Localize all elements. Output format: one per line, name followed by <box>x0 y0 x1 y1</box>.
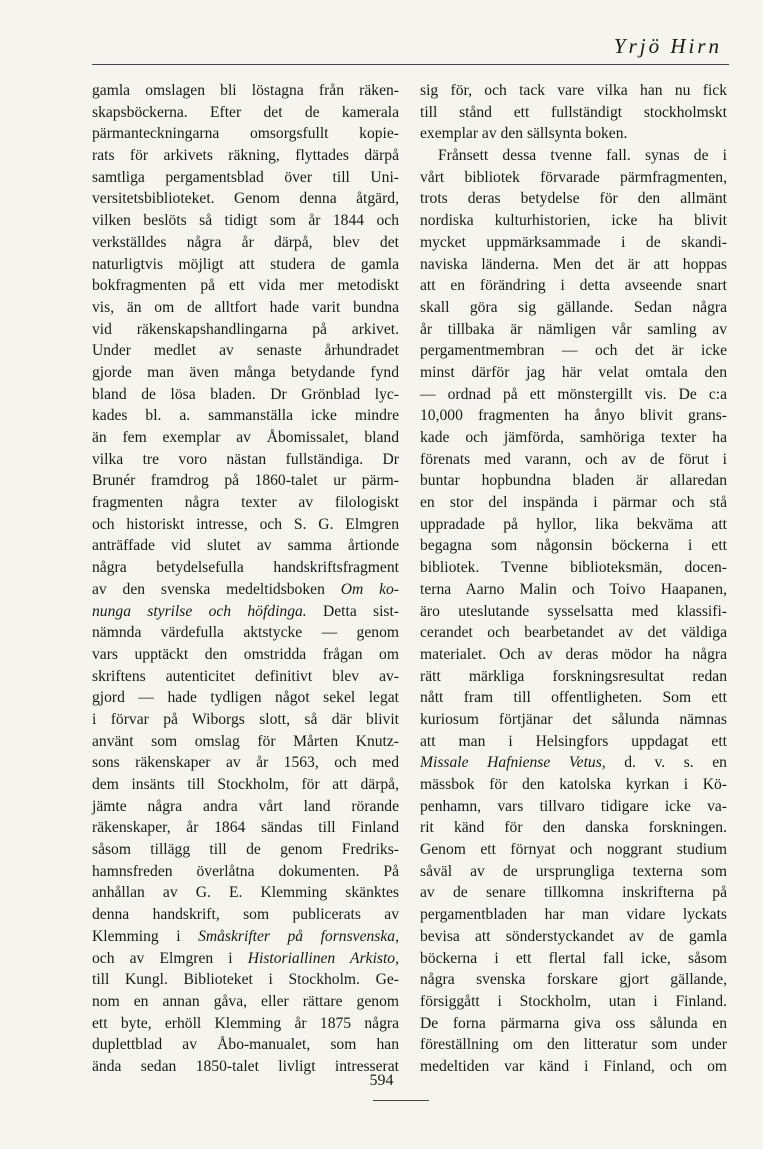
text-segment: Under medlet av senaste århundradet <box>92 342 399 360</box>
text-segment: Brunér framdrog på 1860-talet ur pärm- <box>92 472 399 490</box>
text-line <box>92 188 399 210</box>
text-line <box>92 340 399 362</box>
text-line <box>420 167 727 189</box>
text-segment: bland de lösa bladen. Dr Grönblad lyc- <box>92 385 399 403</box>
text-line <box>92 470 399 492</box>
text-segment: äro uteslutande sysselsatta med klassifi- <box>420 602 727 620</box>
text-line <box>92 210 399 232</box>
text-segment: naturligtvis möjligt att studera de gamla <box>92 255 399 273</box>
text-segment: hamnsfreden överlåtna dokumenten. På <box>92 862 399 880</box>
text-segment: verkställdes några år därpå, blev det <box>92 233 399 251</box>
text-line <box>420 514 727 536</box>
text-segment: mycket uppmärksammade i de skandi- <box>420 233 727 251</box>
text-segment: Frånsett dessa tvenne fall. synas de i <box>438 147 727 165</box>
text-segment: Detta sist- <box>306 602 400 620</box>
text-line <box>92 579 399 601</box>
text-line <box>92 687 399 709</box>
text-line <box>92 817 399 839</box>
text-segment: dem insänts till Stockholm, för att därpå, <box>92 776 399 793</box>
italic-title: Småskrifter på fornsvenska, <box>198 927 399 945</box>
text-line <box>420 796 727 818</box>
text-line <box>92 752 399 774</box>
italic-title: nunga styrilse och höfdinga. <box>92 602 307 620</box>
text-line <box>92 427 399 449</box>
text-segment: ända sedan 1850-talet livligt intresserat <box>92 1057 399 1075</box>
text-segment: gjord — hade tydligen något sekel legat <box>92 689 399 707</box>
text-line <box>420 362 727 384</box>
text-segment: vars upptäckt den omstridda frågan om <box>92 645 399 663</box>
text-line <box>92 449 399 471</box>
text-segment: duplettblad av Åbo-manualet, som han <box>92 1036 399 1054</box>
text-line <box>92 102 399 124</box>
text-segment: bevisa att sönderstyckandet av de gamla <box>420 927 727 945</box>
text-line <box>92 601 399 623</box>
text-segment: till Kungl. Biblioteket i Stockholm. Ge- <box>92 971 399 989</box>
text-line <box>92 839 399 861</box>
text-line <box>420 470 727 492</box>
text-segment: och historiskt intresse, och S. G. Elmgren <box>92 515 399 533</box>
text-segment: skall göra sig gällande. Sedan några <box>420 298 727 316</box>
text-line <box>92 948 399 970</box>
text-line <box>420 102 727 124</box>
text-segment: att en förändring i detta avseende snart <box>420 277 727 295</box>
text-segment: sons räkenskaper av år 1563, och med <box>92 754 399 772</box>
text-segment: vid räkenskapshandlingarna på arkivet. <box>92 320 399 338</box>
text-segment: materialet. Och av deras mödor ha några <box>420 645 727 663</box>
text-line <box>92 492 399 514</box>
text-line <box>92 622 399 644</box>
text-segment: vårt bibliotek förvarade pärmfragmenten, <box>420 168 727 186</box>
text-segment: kuriosum förtjänar det sålunda nämnas <box>420 710 727 728</box>
text-segment: av de senare tillkomna inskrifterna på <box>420 884 727 902</box>
text-segment: i förvar på Wiborgs slott, så där blivit <box>92 710 399 728</box>
text-segment: av den svenska medeltidsboken <box>92 580 341 598</box>
text-segment: såväl av de ursprungliga texterna som <box>420 862 727 880</box>
text-line <box>420 319 727 341</box>
text-segment: vilka tre voro nästan fullständiga. Dr <box>92 450 399 468</box>
text-line <box>420 579 727 601</box>
text-line <box>92 904 399 926</box>
text-segment: rit känd för den danska forskningen. <box>420 819 727 837</box>
text-line <box>92 80 399 102</box>
text-segment: skriftens autenticitet definitivt blev av- <box>92 667 399 685</box>
text-segment: vilken beslöts så tidigt som år 1844 och <box>92 212 399 230</box>
text-segment: anhållan av G. E. Klemming skänktes <box>92 884 399 902</box>
text-line <box>92 666 399 688</box>
italic-title: Om ko- <box>340 580 399 598</box>
text-line <box>420 774 727 796</box>
text-segment: kades bl. a. sammanställa icke mindre <box>92 407 399 425</box>
text-segment: versitetsbiblioteket. Genom denna åtgärd, <box>92 190 399 208</box>
text-line <box>420 492 727 514</box>
text-line <box>92 319 399 341</box>
text-line <box>420 861 727 883</box>
text-segment: exemplar av den sällsynta boken. <box>420 125 628 143</box>
text-segment: Genom ett förnyat och noggrant studium <box>420 841 727 859</box>
text-segment: några svenska forskare gjort gällande, <box>420 971 727 989</box>
text-segment: att man i Helsingfors uppdagat ett <box>420 732 727 750</box>
text-line <box>92 774 399 796</box>
text-line <box>420 601 727 623</box>
text-line <box>420 969 727 991</box>
text-segment: d. v. s. en <box>605 754 727 772</box>
text-segment: De forna pärmarna giva oss sålunda en <box>420 1014 727 1032</box>
text-line <box>420 666 727 688</box>
text-line <box>420 254 727 276</box>
text-line <box>420 882 727 904</box>
text-segment: samtliga pergamentsblad över till Uni- <box>92 168 399 186</box>
text-segment: än fem exemplar av Åbomissalet, bland <box>92 429 399 446</box>
text-segment: gamla omslagen bli löstagna från räken- <box>92 82 399 99</box>
text-line <box>92 232 399 254</box>
text-line <box>420 752 727 774</box>
text-line <box>420 839 727 861</box>
text-line <box>420 622 727 644</box>
italic-title: Historiallinen Arkisto, <box>247 949 399 967</box>
text-segment: uppradade på hyllor, lika bekväma att <box>420 515 727 533</box>
footer-rule <box>373 1100 429 1101</box>
text-segment: penhamn, vars tillvaro tidigare icke va- <box>420 797 727 815</box>
text-line <box>420 709 727 731</box>
text-segment: några betydelsefulla handskriftsfragment <box>92 559 399 577</box>
text-line <box>420 340 727 362</box>
text-segment: buntar hopbundna bladen är allaredan <box>420 472 727 490</box>
text-line <box>92 514 399 536</box>
text-line <box>420 232 727 254</box>
text-segment: till stånd ett fullständigt stockholmskt <box>420 103 727 121</box>
text-segment: förenats med varann, och av de förut i <box>420 450 727 468</box>
text-segment: rats för arkivets räkning, flyttades därpå <box>92 147 399 165</box>
text-line <box>420 644 727 666</box>
text-line <box>92 991 399 1013</box>
page-number: 594 <box>369 1072 394 1089</box>
text-segment: pergamentbladen har man vidare lyckats <box>420 906 727 924</box>
text-line <box>420 535 727 557</box>
text-line <box>420 384 727 406</box>
text-segment: en stor del inspända i pärmar och stå <box>420 494 727 512</box>
text-segment: gjorde man även många betydande fynd <box>92 363 399 381</box>
text-line <box>92 384 399 406</box>
text-segment: kade och jämförda, samhöriga texter ha <box>420 429 727 446</box>
text-line <box>420 1013 727 1035</box>
text-line <box>92 709 399 731</box>
text-segment: ett byte, erhöll Klemming år 1875 några <box>92 1014 399 1032</box>
text-segment: försiggått i Stockholm, utan i Finland. <box>420 992 727 1010</box>
text-segment: bibliotek. Tvenne biblioteksmän, docen- <box>420 559 727 577</box>
text-segment: cerandet och bearbetandet av det väldiga <box>420 624 727 642</box>
text-segment: såsom tillägg till de genom Fredriks- <box>92 841 399 859</box>
text-segment: denna handskrift, som publicerats av <box>92 906 399 924</box>
text-line <box>92 1013 399 1035</box>
text-segment: rätt märkliga forskningsresultat redan <box>420 667 727 685</box>
text-line <box>420 210 727 232</box>
text-segment: — ordnad på ett mönstergillt vis. De c:a <box>420 385 727 403</box>
text-segment: nämnda värdefulla aktstycke — genom <box>92 624 399 642</box>
text-segment: medeltiden var känd i Finland, och om <box>420 1057 727 1075</box>
text-line <box>420 557 727 579</box>
text-segment: terna Aarno Malin och Toivo Haapanen, <box>420 580 727 598</box>
text-line <box>92 926 399 948</box>
text-line <box>420 405 727 427</box>
text-line <box>420 80 727 102</box>
text-segment: jämte några andra vårt land rörande <box>92 797 399 815</box>
text-segment: trots deras betydelse för den allmänt <box>420 190 727 208</box>
text-line <box>92 796 399 818</box>
text-line <box>420 991 727 1013</box>
text-line <box>420 123 727 145</box>
text-segment: 10,000 fragmenten ha ånyo blivit grans- <box>420 407 727 425</box>
text-segment: mässbok för den katolska kyrkan i Kö- <box>420 776 727 793</box>
text-line <box>420 297 727 319</box>
text-line <box>92 275 399 297</box>
text-line <box>92 535 399 557</box>
text-line <box>92 123 399 145</box>
text-line <box>92 1034 399 1056</box>
text-line <box>420 427 727 449</box>
text-segment: anträffade vid slutet av samma årtionde <box>92 537 399 555</box>
text-segment: nordiska kulturhistorien, icke ha blivit <box>420 212 727 230</box>
text-line <box>92 254 399 276</box>
header-rule <box>92 64 729 65</box>
text-line <box>420 188 727 210</box>
text-line <box>420 1034 727 1056</box>
text-segment: Klemming i <box>92 927 199 945</box>
text-line <box>92 731 399 753</box>
text-line <box>92 167 399 189</box>
text-line <box>92 145 399 167</box>
text-line <box>420 817 727 839</box>
text-line <box>420 275 727 297</box>
text-line <box>92 557 399 579</box>
text-segment: och av Elmgren i <box>92 949 248 967</box>
text-line <box>92 297 399 319</box>
text-segment: fragmenten några texter av filologiskt <box>92 494 399 512</box>
text-line <box>420 145 727 167</box>
text-segment: böckerna i ett flertal fall icke, såsom <box>420 949 727 967</box>
text-segment: använt som omslag för Mårten Knutz- <box>92 732 399 750</box>
text-line <box>420 904 727 926</box>
text-line <box>92 861 399 883</box>
text-line <box>92 644 399 666</box>
text-line <box>420 948 727 970</box>
text-line <box>92 882 399 904</box>
text-segment: föreställning om den litteratur som under <box>420 1036 727 1054</box>
text-segment: pergamentmembran — och det är icke <box>420 342 727 360</box>
text-segment: år tillbaka är nämligen vår samling av <box>420 320 727 338</box>
left-column <box>92 80 399 1078</box>
text-line <box>420 687 727 709</box>
text-segment: räkenskaper, år 1864 sändas till Finland <box>92 819 399 837</box>
text-line <box>92 362 399 384</box>
text-segment: begagna som någonsin böckerna i ett <box>420 537 727 555</box>
text-line <box>420 926 727 948</box>
running-header: Yrjö Hirn <box>613 34 722 58</box>
text-segment: bokfragmenten på ett vida mer metodiskt <box>92 277 399 295</box>
italic-title: Missale Hafniense Vetus, <box>420 754 606 772</box>
text-line <box>92 405 399 427</box>
text-segment: sig för, och tack vare vilka han nu fick <box>420 82 727 99</box>
text-line <box>420 449 727 471</box>
text-segment: nom en annan gåva, eller rättare genom <box>92 992 399 1010</box>
text-segment: skapsböckerna. Efter det de kamerala <box>92 103 399 121</box>
text-segment: naviska länderna. Men det är att hoppas <box>420 255 727 273</box>
text-segment: pärmanteckningarna omsorgsfullt kopie- <box>92 125 399 143</box>
right-column <box>420 80 727 1078</box>
text-segment: nått fram till offentligheten. Som ett <box>420 689 727 707</box>
text-segment: vis, än om de alltfort hade varit bundna <box>92 298 399 316</box>
text-line <box>92 969 399 991</box>
text-line <box>420 731 727 753</box>
text-segment: minst därför jag här velat omtala den <box>420 363 727 381</box>
